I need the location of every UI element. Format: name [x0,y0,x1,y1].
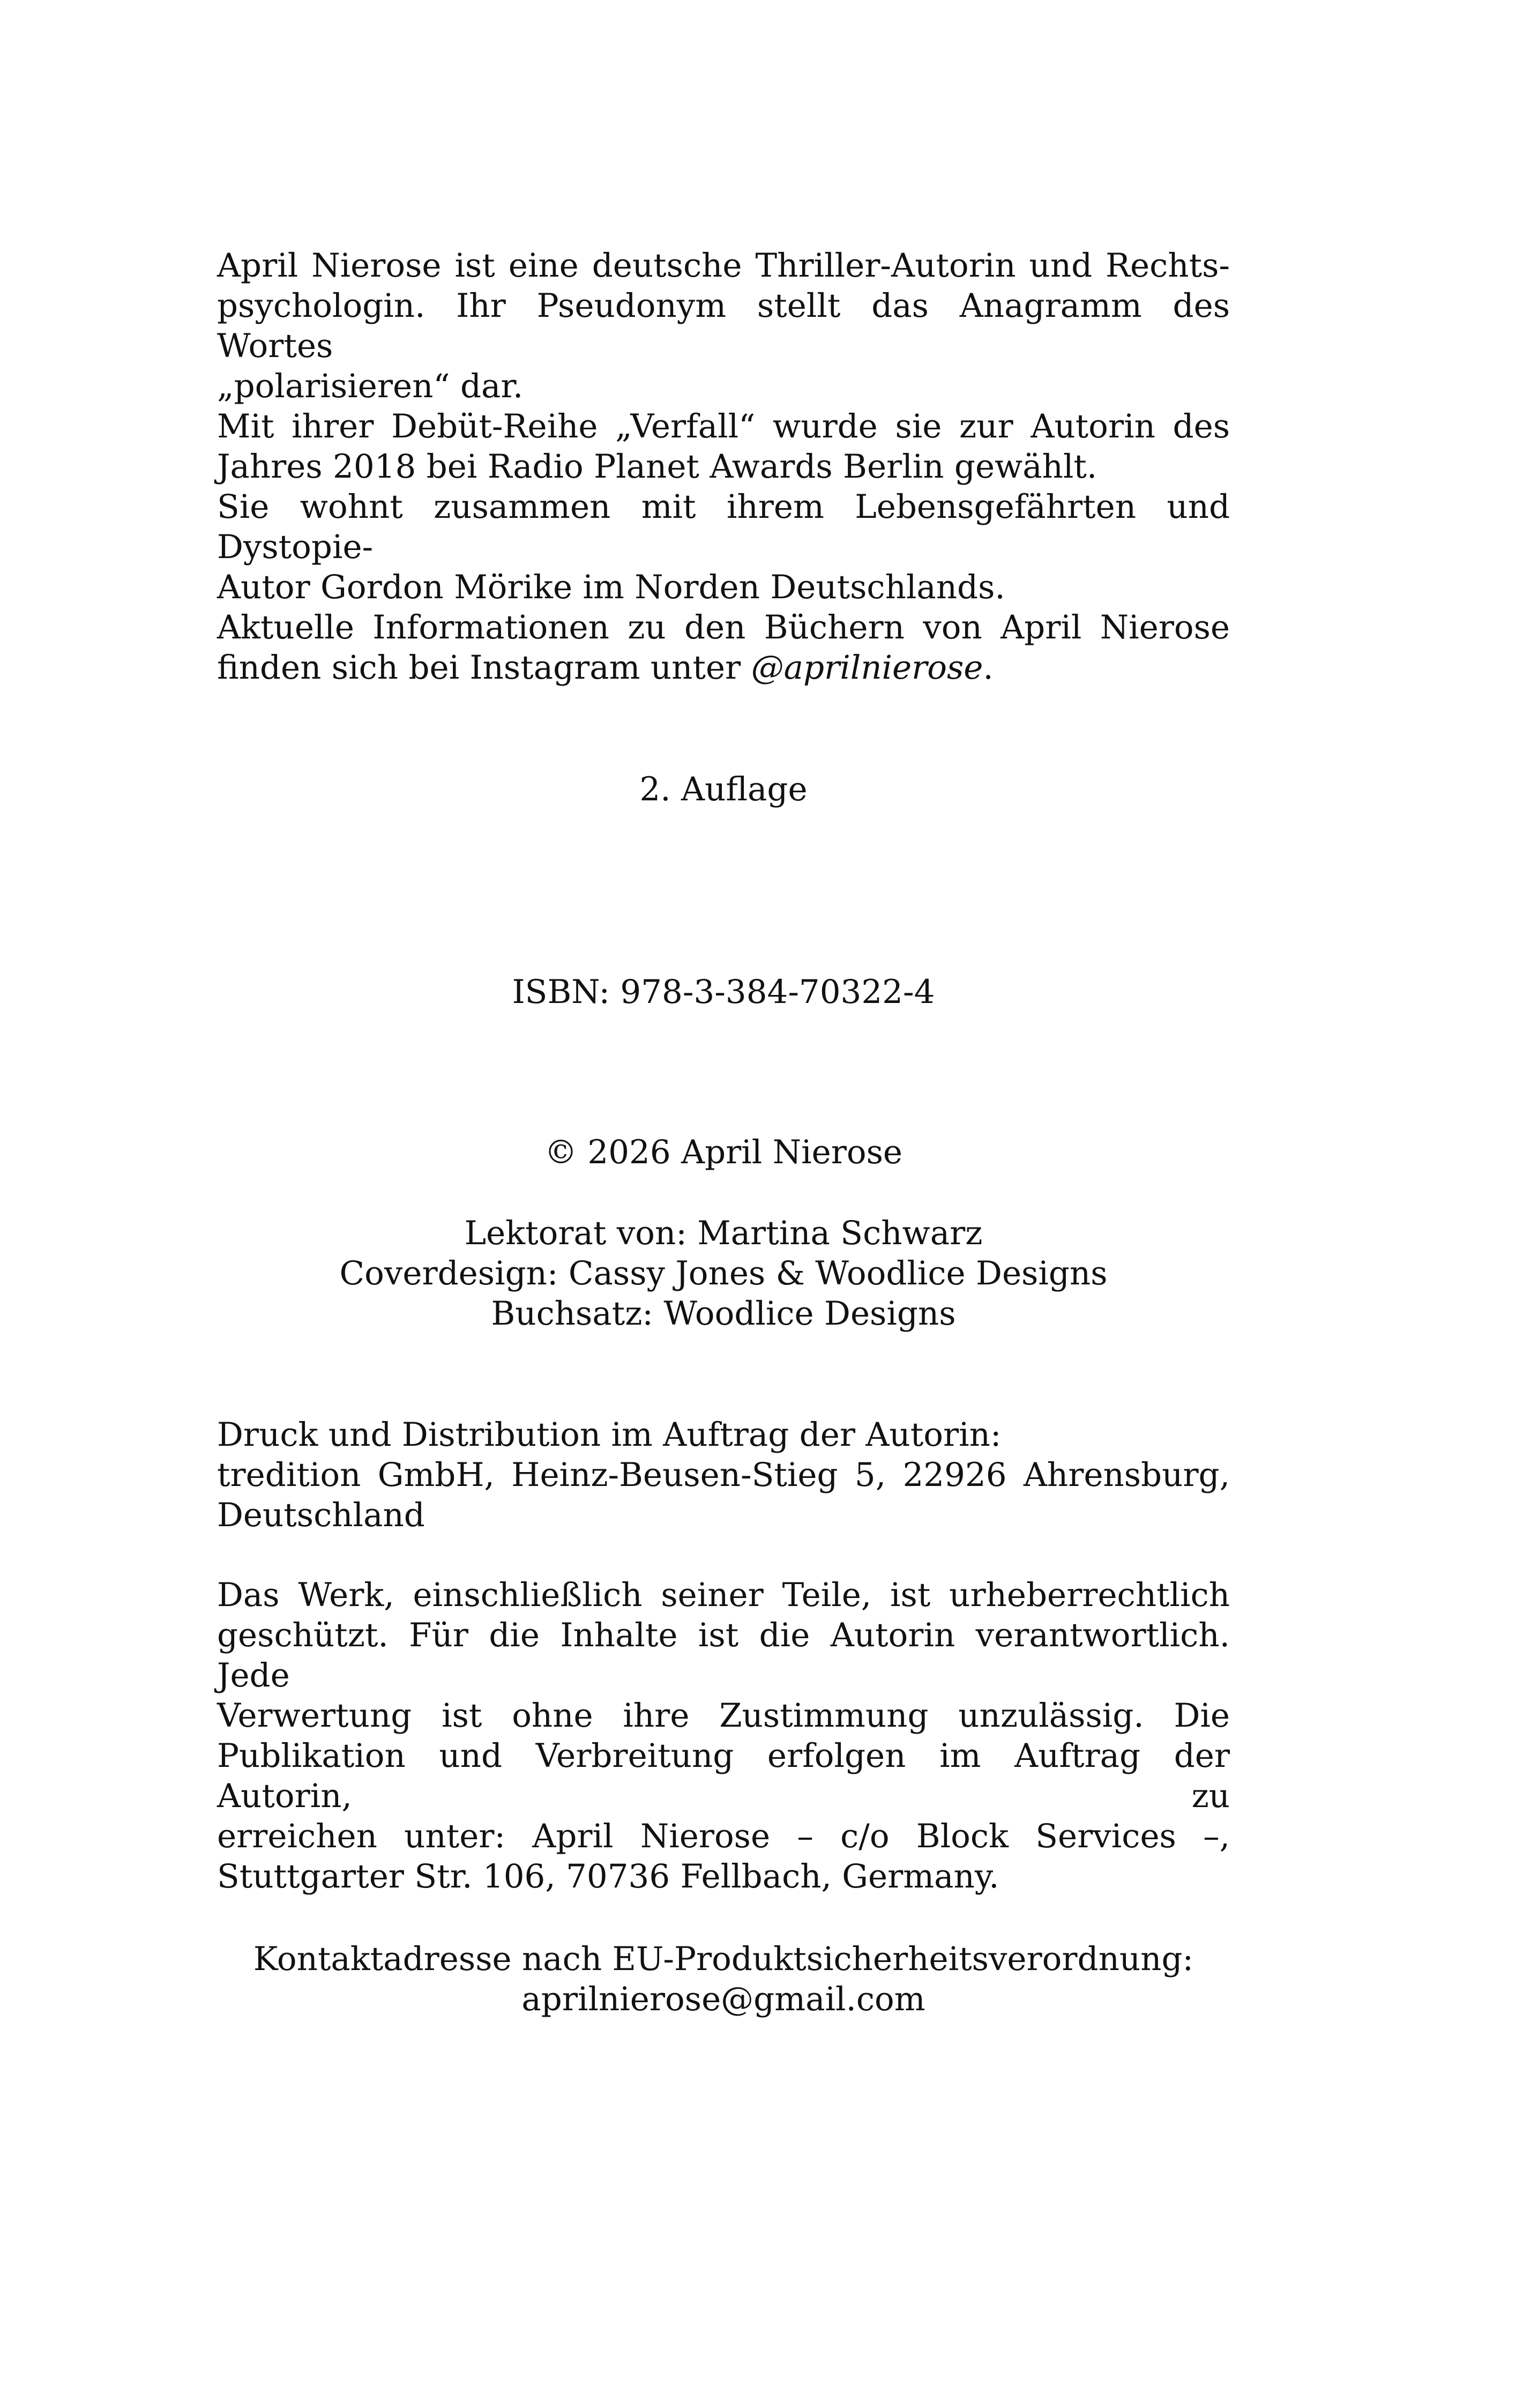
credit-line: Lektorat von: Martina Schwarz [464,1214,983,1252]
credits-list [217,1213,1230,1334]
bio-line: Jahres 2018 bei Radio Planet Awards Berlin gewählt. [217,448,1098,486]
rights-notice [217,1575,1230,1897]
edition-text: 2. Auflage [639,770,808,808]
rights-line: Das Werk, einschließlich seiner Teile, ist urheberrechtlich [217,1576,1230,1614]
isbn-text: ISBN: 978-3-384-70322-4 [512,973,935,1011]
bio-line: Sie wohnt zusammen mit ihrem Lebensgefährten und Dystopie- [217,488,1230,566]
credit-line: Coverdesign: Cassy Jones & Woodlice Designs [339,1254,1108,1292]
copyright-info [217,1132,1230,1172]
rights-line: Verwertung ist ohne ihre Zustimmung unzulässig. Die [217,1697,1230,1735]
author-bio [217,246,1230,688]
bio-instagram-line [217,648,1230,688]
rights-line: geschützt. Für die Inhalte ist die Autorin verantwortlich. Jede [217,1616,1230,1694]
printing-line: Druck und Distribution im Auftrag der Autorin: [217,1416,1002,1454]
isbn-info [217,972,1230,1012]
rights-line: Stuttgarter Str. 106, 70736 Fellbach, Germany. [217,1857,999,1896]
contact-info [217,1939,1230,2019]
instagram-handle: @aprilnierose [751,649,983,687]
bio-line: „polarisieren“ dar. [217,367,524,405]
bio-line: psychologin. Ihr Pseudonym stellt das Anagramm des Wortes [217,287,1230,365]
printing-line: Deutschland [217,1496,425,1534]
copyright-text: © 2026 April Nierose [544,1133,902,1171]
credit-line: Buchsatz: Woodlice Designs [491,1295,956,1333]
rights-line: erreichen unter: April Nierose – c/o Block Services –, [217,1817,1230,1855]
printing-line: tredition GmbH, Heinz-Beusen-Stieg 5, 22926 Ahrensburg, [217,1456,1230,1494]
instagram-prefix: finden sich bei Instagram unter [217,649,751,687]
instagram-suffix: . [983,649,994,687]
contact-email: aprilnierose@gmail.com [521,1980,925,2018]
bio-line: Mit ihrer Debüt-Reihe „Verfall“ wurde sie zur Autorin des [217,407,1230,445]
rights-line: Publikation und Verbreitung erfolgen im Auftrag der Autorin, zu [217,1737,1230,1815]
bio-line: Autor Gordon Mörike im Norden Deutschlands. [217,568,1005,606]
edition-info [217,769,1230,809]
contact-label: Kontaktadresse nach EU-Produktsicherheitsverordnung: [253,1940,1194,1978]
bio-line: Aktuelle Informationen zu den Büchern von April Nierose [217,608,1230,646]
printing-info [217,1415,1230,1535]
bio-line: April Nierose ist eine deutsche Thriller-Autorin und Rechts- [217,247,1230,285]
